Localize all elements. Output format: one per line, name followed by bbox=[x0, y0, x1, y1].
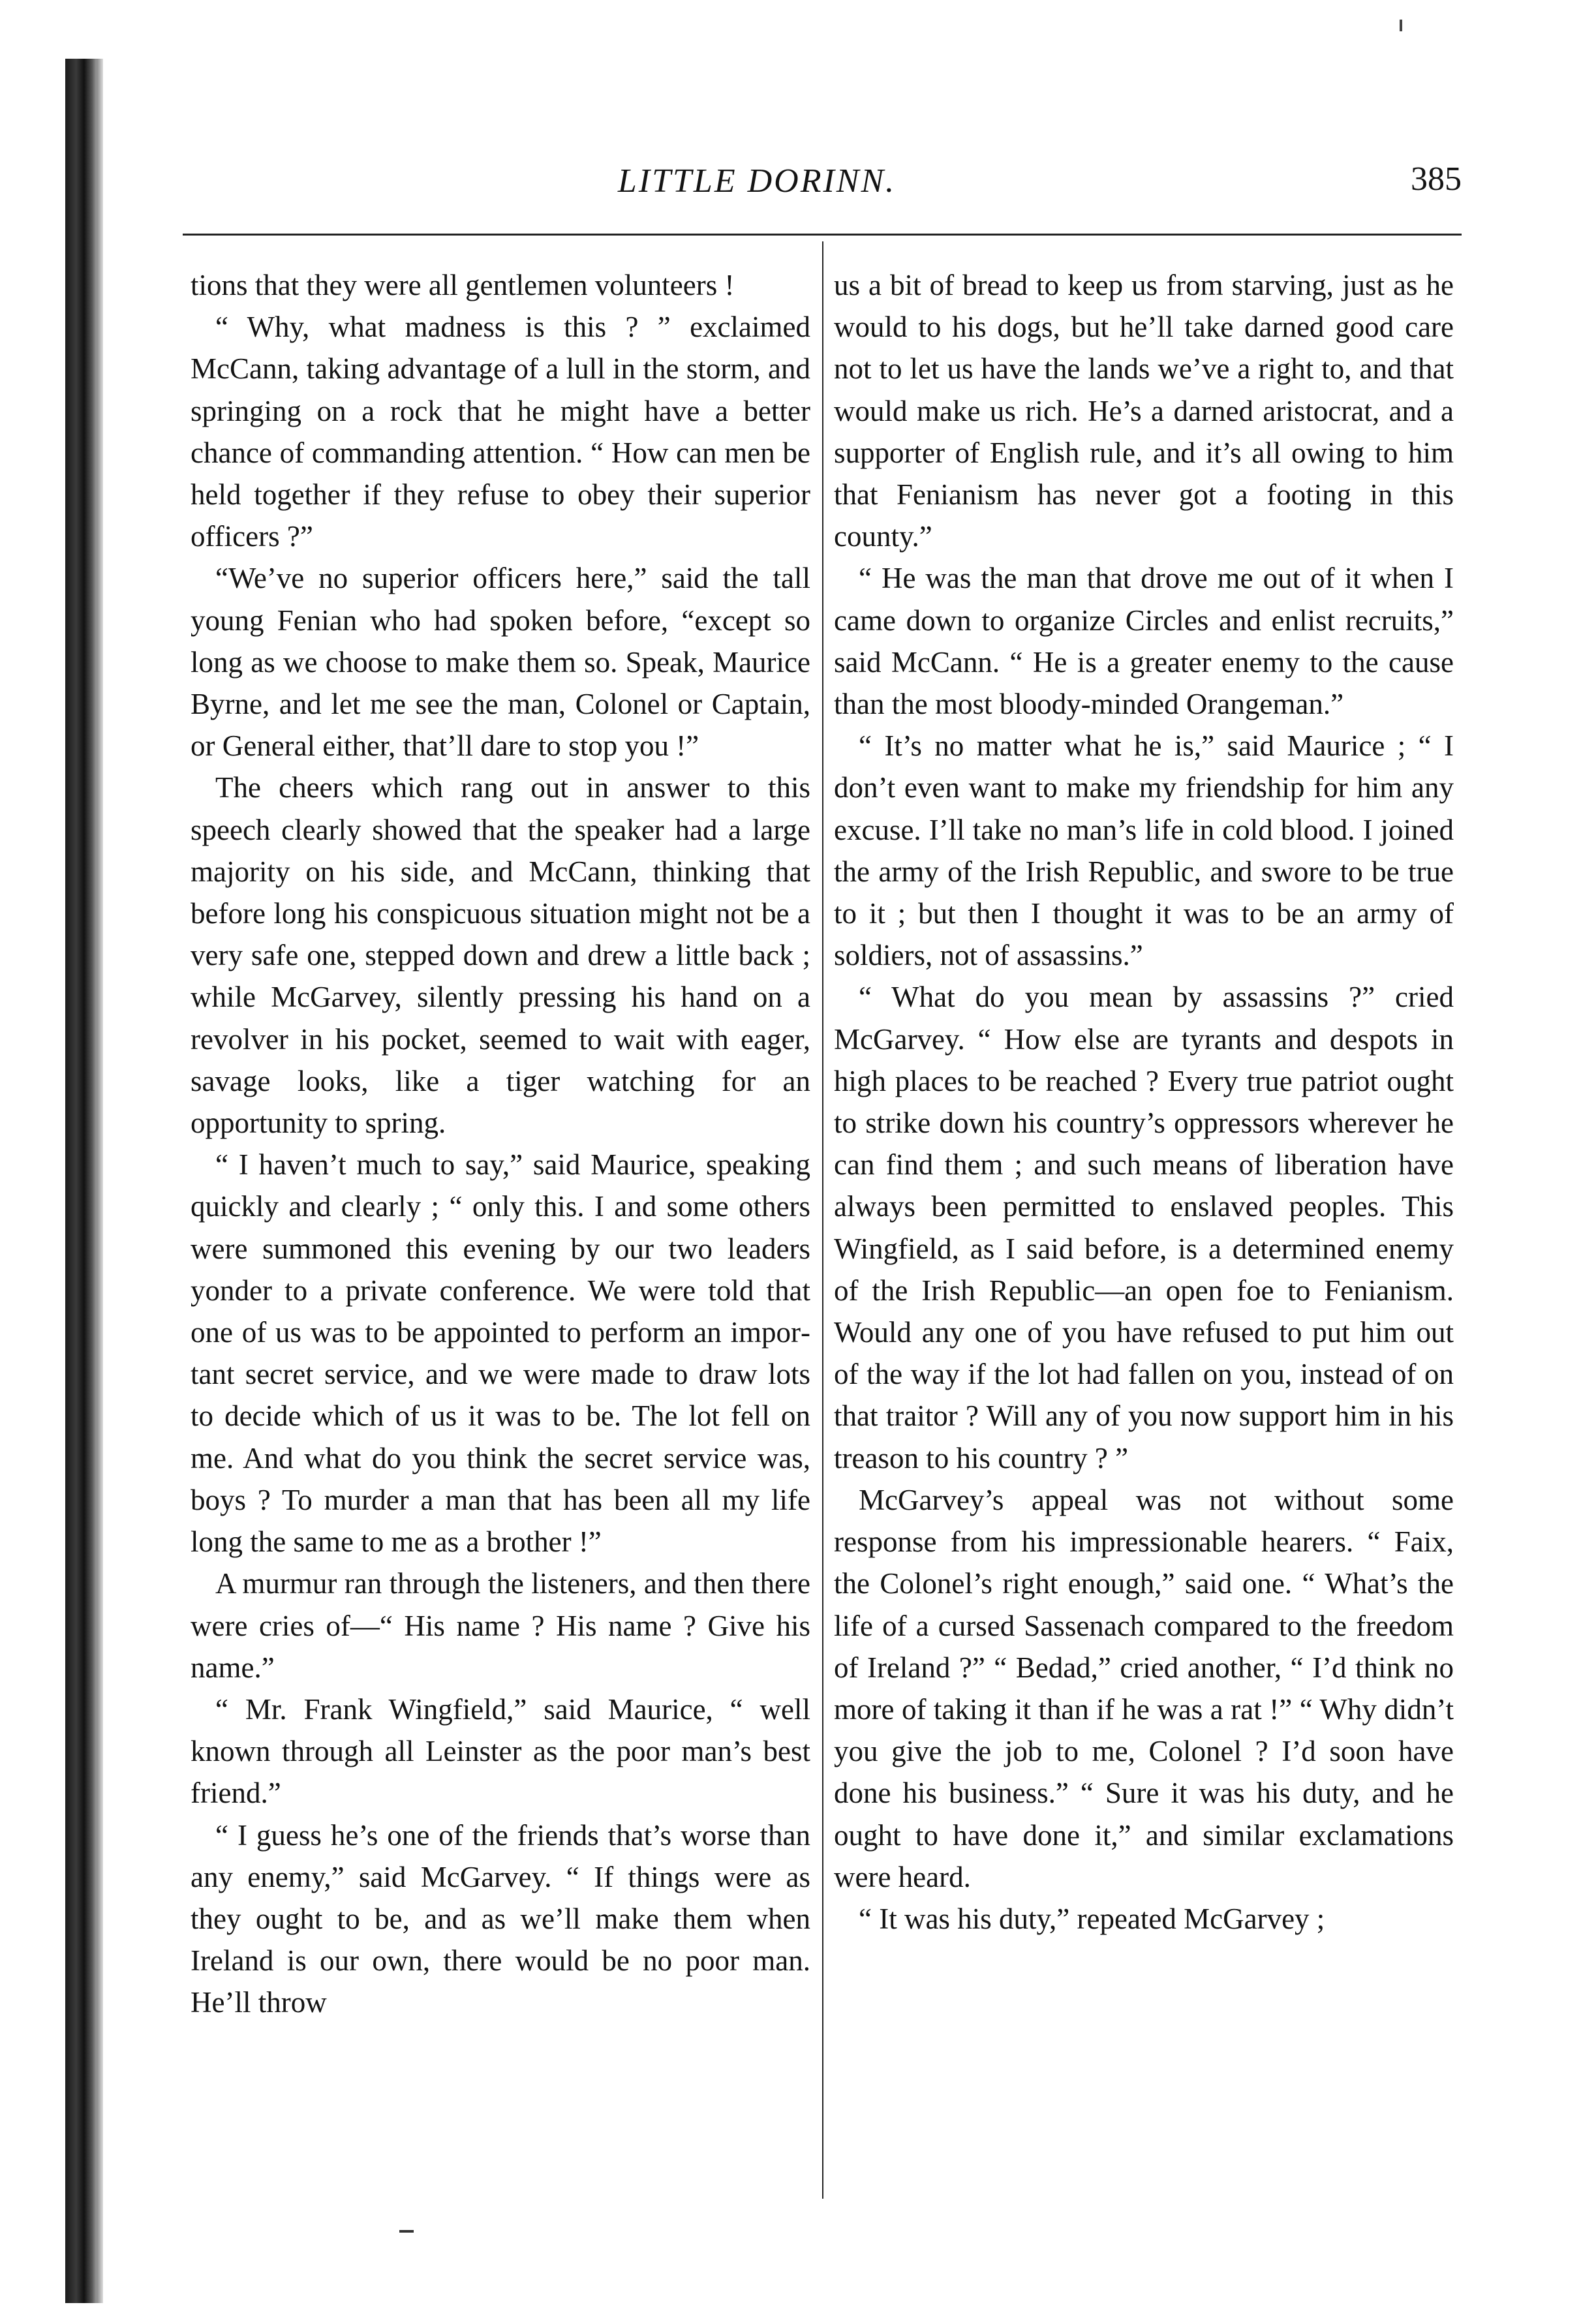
right-column bbox=[834, 264, 1454, 1940]
paragraph: McGarvey’s appeal was not without some response from his impressionable hearers. “ Faix, the Colonel’s right enough,” said one. “ What’s the life of a cursed Sassenach compared to the freedom of Ireland ?” “ Bedad,” cried another, “ I’d think no more of taking it than if he was a rat !” “ Why didn’t you give the job to me, Colonel ? I’d soon have done his business.” “ Sure it was his duty, and he ought to have done it,” and similar exclamations were heard. bbox=[834, 1483, 1454, 1893]
paragraph: “ I haven’t much to say,” said Maurice, speaking quickly and clearly ; “ only this. I and some others were summoned this evening by our two leaders yonder to a private conference. We were told that one of us was to be appointed to perform an important secret service, and we were made to draw lots to decide which of us it was to be. The lot fell on me. And what do you think the secret service was, boys ? To murder a man that has been all my life long the same to me as a brother !” bbox=[191, 1148, 810, 1559]
paragraph: “ I guess he’s one of the friends that’s worse than any enemy,” said McGarvey. “ If things were as they ought to be, and as we’ll make them when Ireland is our own, there would be no poor man. He’ll throw bbox=[191, 1818, 810, 2019]
paragraph: “ It was his duty,” repeated McGarvey ; bbox=[859, 1902, 1325, 1935]
paragraph: “ He was the man that drove me out of it when I came down to organize Circles and enlist recruits,” said McCann. “ He is a greater enemy to the cause than the most bloody-minded Orangeman.” bbox=[834, 562, 1454, 721]
paragraph: A murmur ran through the listeners, and then there were cries of—“ His name ? His name ? Give his name.” bbox=[191, 1567, 810, 1684]
paragraph: tions that they were all gentlemen volunteers ! bbox=[191, 269, 735, 301]
book-binding-edge bbox=[65, 59, 97, 2303]
page-number: 385 bbox=[1411, 160, 1462, 198]
header-rule bbox=[183, 234, 1462, 236]
paragraph: us a bit of bread to keep us from starving, just as he would to his dogs, but he’ll take darned good care not to let us have the lands we’ve a right to, and that would make us rich. He’s a darned aristocrat, and a supporter of English rule, and it’s all owing to him that Fenianism has never got a footing in this county.” bbox=[834, 269, 1454, 553]
paragraph: “ It’s no matter what he is,” said Maurice ; “ I don’t even want to make my friendship for him any excuse. I’ll take no man’s life in cold blood. I joined the army of the Irish Republic, and swore to be true to it ; but then I thought it was to be an army of soldiers, not of assassins.” bbox=[834, 729, 1454, 972]
binding-shadow bbox=[97, 59, 103, 2303]
paragraph: “We’ve no superior officers here,” said the tall young Fenian who had spoken before, “except so long as we choose to make them so. Speak, Maurice Byrne, and let me see the man, Colonel or Captain, or General either, that’ll dare to stop you !” bbox=[191, 562, 810, 763]
footer-mark bbox=[399, 2230, 414, 2233]
paragraph: “ Why, what madness is this ? ” exclaimed McCann, taking advantage of a lull in the storm, and springing on a rock that he might have a better chance of commanding attention. “ How can men be held together if they refuse to obey their superior officers ?” bbox=[191, 311, 810, 553]
left-column bbox=[191, 264, 810, 2024]
paragraph: “ What do you mean by assassins ?” cried McGarvey. “ How else are tyrants and despots in high places to be reached ? Every true patriot ought to strike down his country’s oppressors wherever he can find them ; and such means of liberation have always been permitted to enslaved peoples. This Wingfield, as I said before, is a determined enemy of the Irish Republic—an open foe to Fenianism. Would any one of you have refused to put him out of the way if the lot had fallen on you, instead of on that traitor ? Will any of you now support him in his treason to his country ? ” bbox=[834, 981, 1454, 1474]
paragraph: “ Mr. Frank Wingfield,” said Maurice, “ well known through all Leinster as the poor man’s best friend.” bbox=[191, 1692, 810, 1810]
running-header-title: LITTLE DORINN. bbox=[617, 162, 897, 200]
paragraph: The cheers which rang out in answer to this speech clearly showed that the speaker had a large majority on his side, and McCann, thinking that before long his conspicuous situation might not be a very safe one, stepped down and drew a little back ; while McGarvey, silently pressing his hand on a revolver in his pocket, seemed to wait with eager, savage looks, like a tiger watching for an opportunity to spring. bbox=[191, 771, 810, 1140]
column-divider bbox=[822, 241, 823, 2199]
corner-mark bbox=[1400, 20, 1402, 31]
